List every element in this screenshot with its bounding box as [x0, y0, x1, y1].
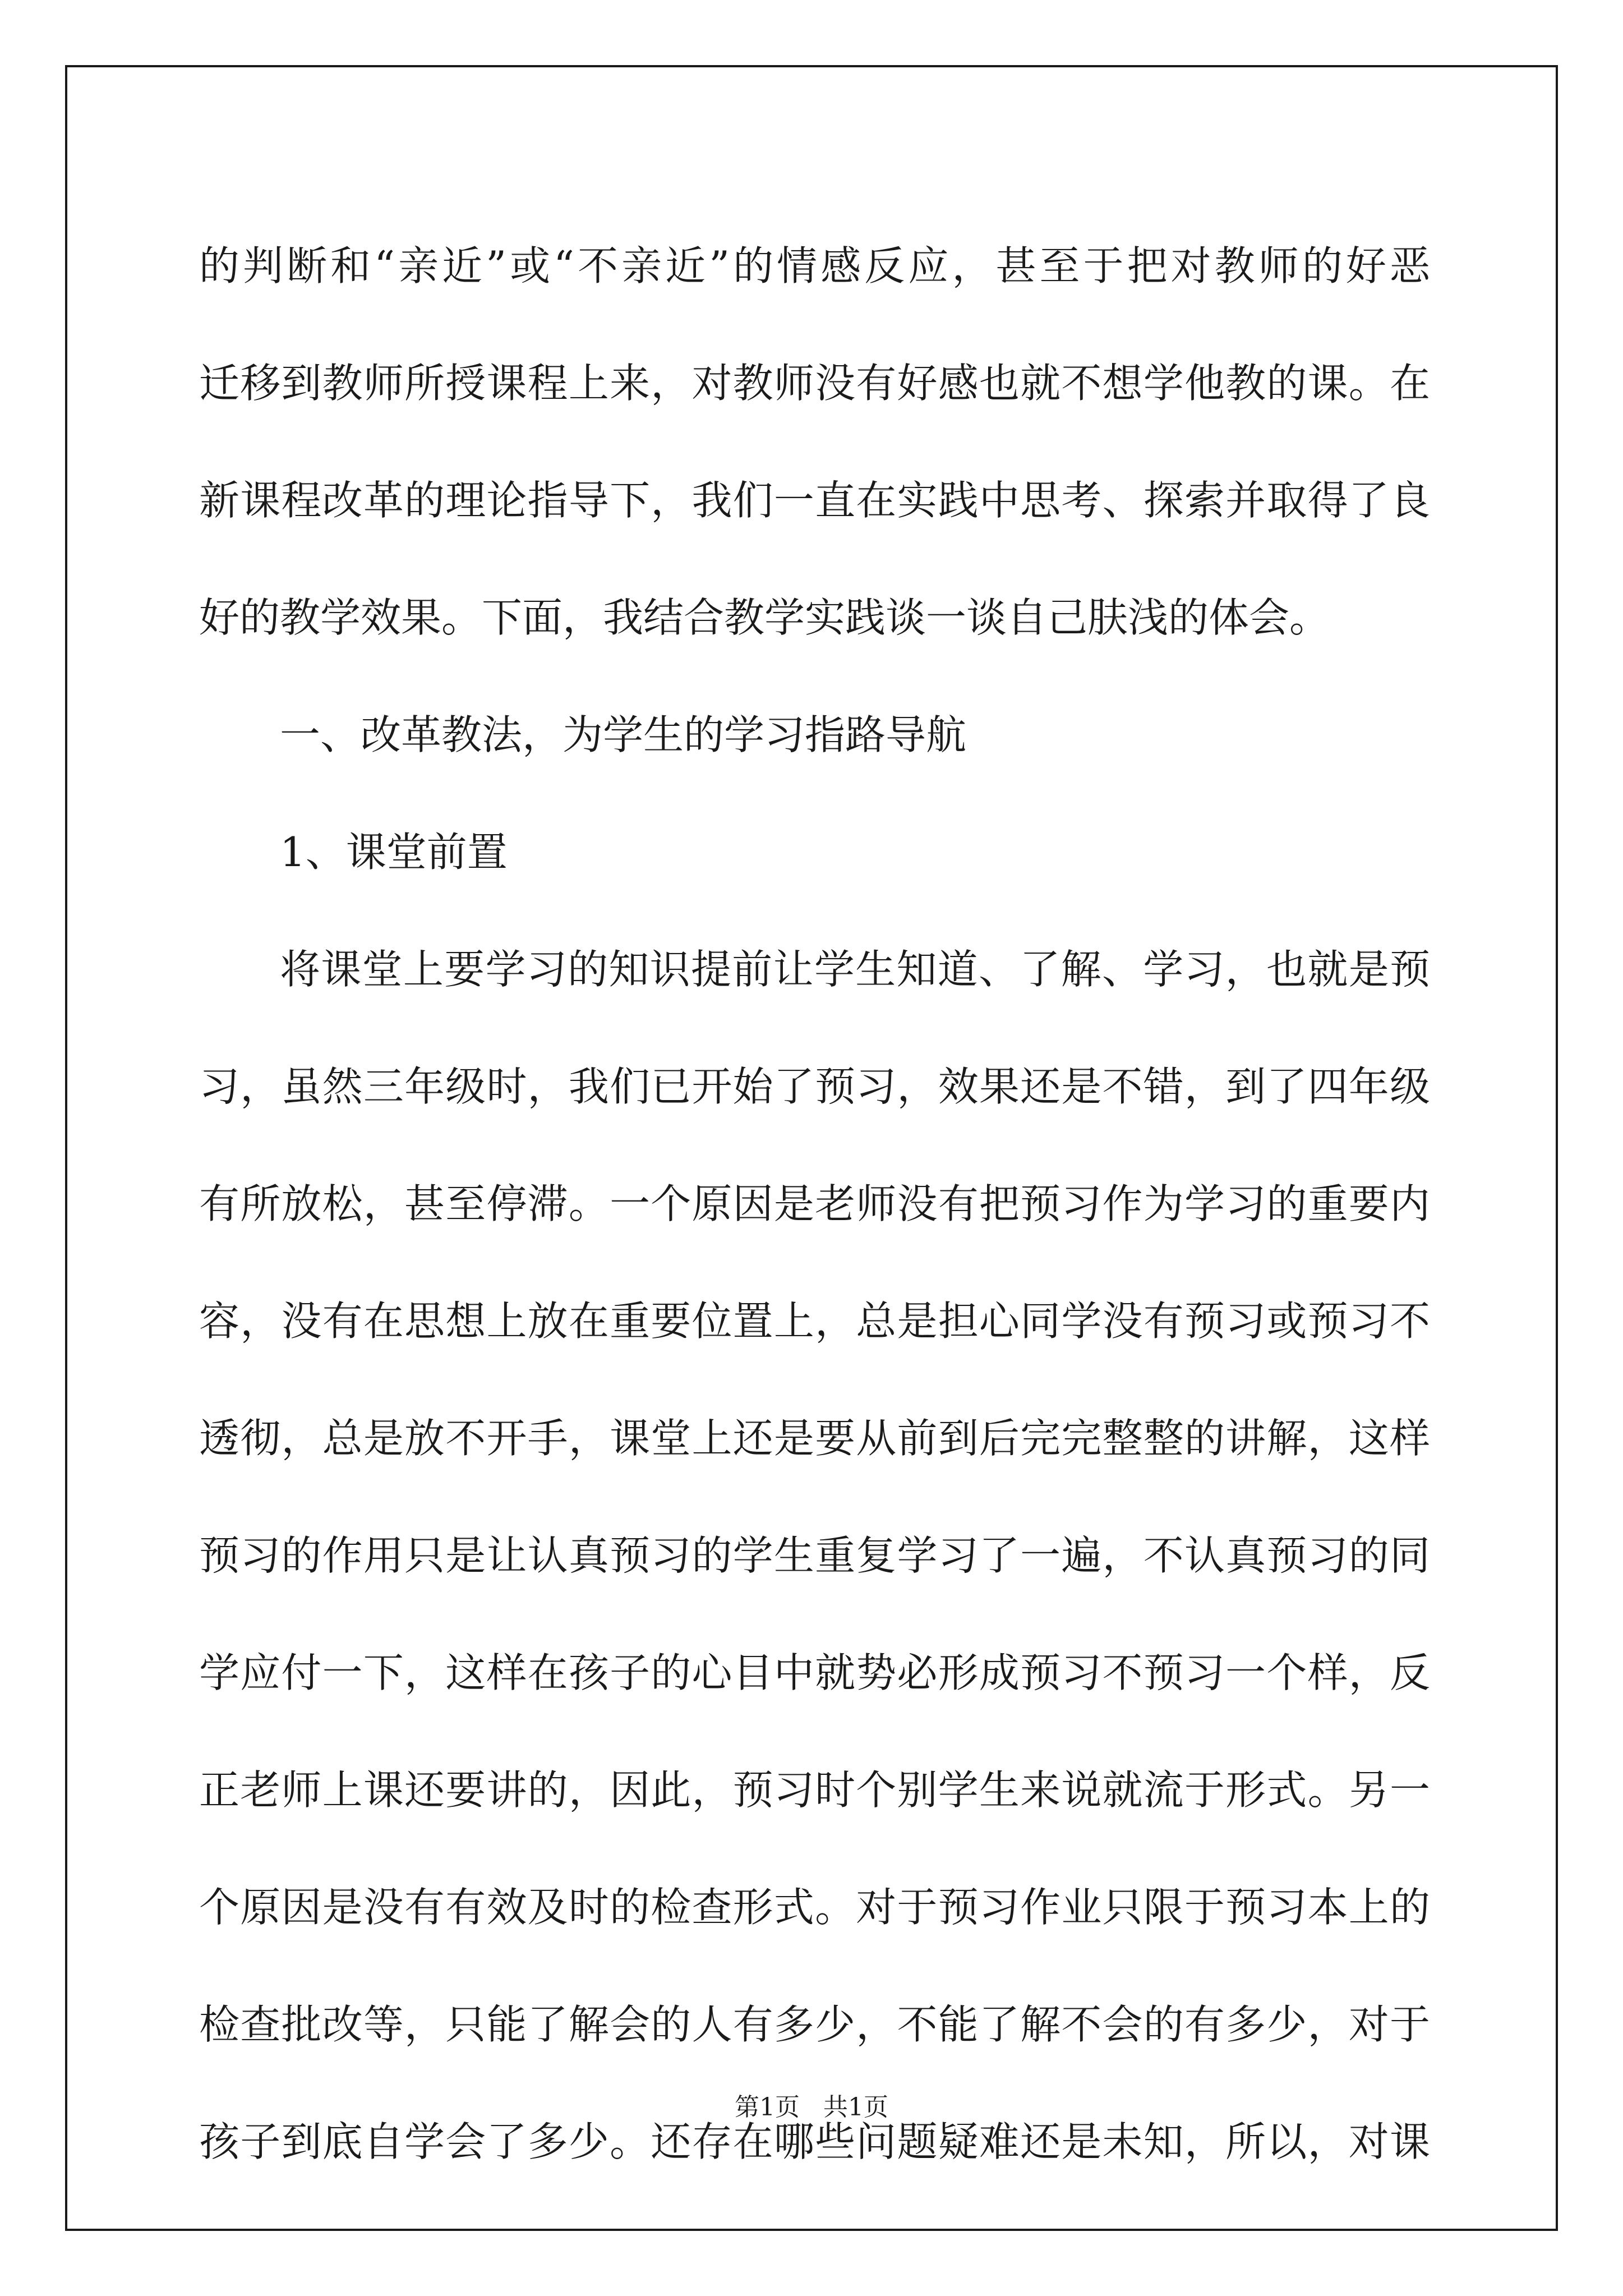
text-line: 孩子到底自学会了多少。还存在哪些问题疑难还是未知，所以，对课 — [199, 2118, 1430, 2165]
text-line: 检查批改等，只能了解会的人有多少，不能了解不会的有多少，对于 — [199, 2001, 1430, 2048]
text-line: 将课堂上要学习的知识提前让学生知道、了解、学习，也就是预 — [280, 946, 1430, 993]
text-line: 个原因是没有有效及时的检查形式。对于预习作业只限于预习本上的 — [199, 1884, 1430, 1931]
subsection-heading: 1、课堂前置 — [280, 829, 508, 876]
document-body — [199, 208, 1430, 2201]
section-heading: 一、改革教法，为学生的学习指路导航 — [280, 711, 967, 758]
page-footer — [0, 2087, 1623, 2123]
text-line: 新课程改革的理论指导下，我们一直在实践中思考、探索并取得了良 — [199, 477, 1430, 524]
text-line: 容，没有在思想上放在重要位置上，总是担心同学没有预习或预习不 — [199, 1297, 1430, 1345]
text-line: 的判断和“亲近”或“不亲近”的情感反应，甚至于把对教师的好恶 — [199, 242, 1430, 289]
text-line: 迁移到教师所授课程上来，对教师没有好感也就不想学他教的课。在 — [199, 360, 1430, 407]
text-line: 预习的作用只是让认真预习的学生重复学习了一遍，不认真预习的同 — [199, 1532, 1430, 1579]
text-line: 正老师上课还要讲的，因此，预习时个别学生来说就流于形式。另一 — [199, 1766, 1430, 1814]
text-line: 透彻，总是放不开手，课堂上还是要从前到后完完整整的讲解，这样 — [199, 1415, 1430, 1462]
page-number-current: 第1页 — [735, 2093, 800, 2122]
page-number-total: 共1页 — [823, 2093, 888, 2122]
text-line: 学应付一下，这样在孩子的心目中就势必形成预习不预习一个样，反 — [199, 1649, 1430, 1696]
text-line: 有所放松，甚至停滞。一个原因是老师没有把预习作为学习的重要内 — [199, 1180, 1430, 1227]
text-line: 习，虽然三年级时，我们已开始了预习，效果还是不错，到了四年级 — [199, 1063, 1430, 1110]
text-line: 好的教学效果。下面，我结合教学实践谈一谈自己肤浅的体会。 — [199, 594, 1330, 641]
